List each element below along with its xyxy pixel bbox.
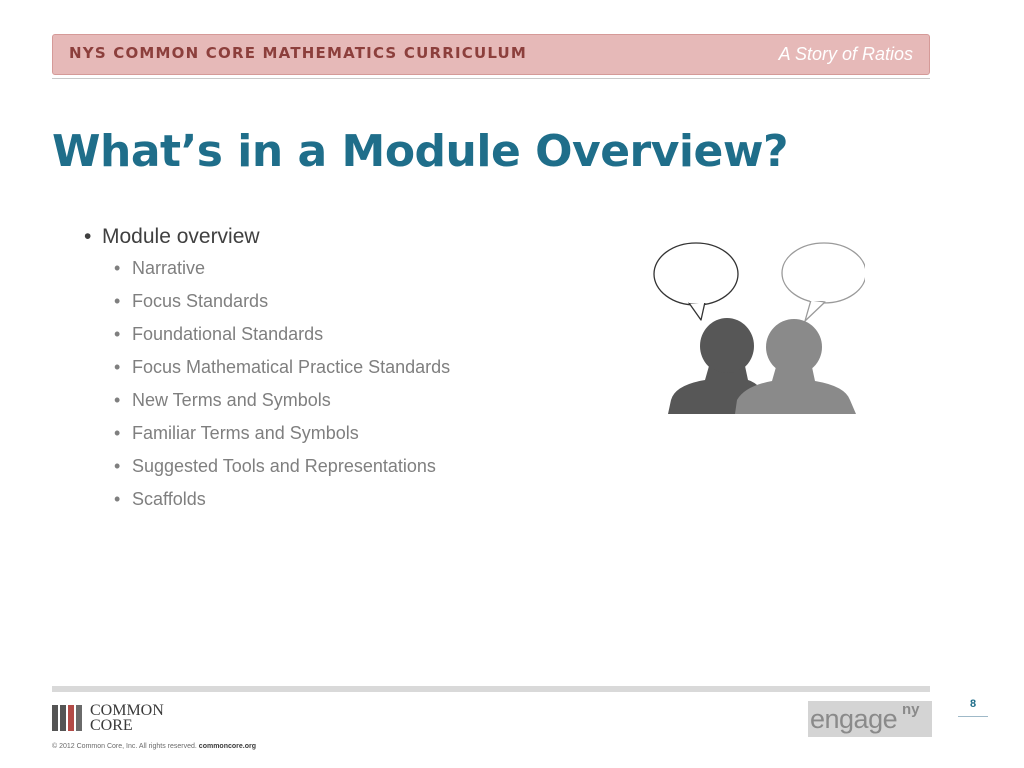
- engage-ny-logo: [808, 701, 932, 737]
- story-title: A Story of Ratios: [778, 44, 913, 64]
- bullet-list: [84, 222, 450, 516]
- slide-title: What’s in a Module Overview?: [52, 126, 789, 177]
- two-people-talking-icon: [645, 240, 865, 420]
- common-core-logo-icon: [52, 705, 84, 731]
- sub-bullet: [114, 318, 450, 351]
- sub-bullet: [114, 417, 450, 450]
- bullet-dot: •: [114, 423, 121, 443]
- page-number-underline: [958, 716, 988, 717]
- sub-bullet-label: Focus Standards: [132, 291, 269, 311]
- bullet-dot: •: [114, 291, 121, 311]
- bullet-label: Module overview: [102, 225, 260, 248]
- sub-bullet: [114, 252, 450, 285]
- curriculum-name: NYS COMMON CORE MATHEMATICS CURRICULUM: [69, 44, 528, 62]
- speech-bubble-right-icon: [782, 243, 865, 321]
- logo-line-2: CORE: [90, 717, 133, 734]
- sub-bullet: [114, 483, 450, 516]
- bullet-dot: •: [114, 357, 121, 377]
- sub-bullet-label: Focus Mathematical Practice Standards: [132, 357, 451, 377]
- sub-bullet: [114, 384, 450, 417]
- sub-bullet-label: Suggested Tools and Representations: [132, 456, 436, 476]
- sub-bullet-label: Narrative: [132, 258, 206, 278]
- common-core-logo-text: [90, 703, 164, 733]
- engage-logo-word: engage: [810, 704, 898, 734]
- sub-bullet: [114, 285, 450, 318]
- engage-logo-superscript: ny: [902, 701, 920, 718]
- sub-bullet-label: Foundational Standards: [132, 324, 324, 344]
- footer-divider: [52, 686, 930, 692]
- header-divider: [52, 78, 930, 79]
- person-light-icon: [735, 319, 856, 414]
- bullet-dot: •: [84, 225, 92, 248]
- header-bar: [52, 34, 930, 75]
- sub-bullet-label: Familiar Terms and Symbols: [132, 423, 359, 443]
- bullet-module-overview: [84, 222, 450, 252]
- page-number: 8: [969, 698, 977, 710]
- bullet-dot: •: [114, 258, 121, 278]
- sub-bullet-label: Scaffolds: [132, 489, 206, 509]
- copyright-notice: [52, 743, 256, 750]
- sub-bullet-label: New Terms and Symbols: [132, 390, 331, 410]
- bullet-dot: •: [114, 456, 121, 476]
- bullet-dot: •: [114, 390, 121, 410]
- bullet-dot: •: [114, 489, 121, 509]
- logo-line-1: COMMON: [90, 702, 164, 719]
- speech-bubble-left-icon: [654, 243, 738, 320]
- sub-bullet: [114, 351, 450, 384]
- sub-bullet: [114, 450, 450, 483]
- copyright-site: commoncore.org: [198, 743, 256, 750]
- copyright-text: © 2012 Common Core, Inc. All rights reserved.: [52, 743, 197, 750]
- bullet-dot: •: [114, 324, 121, 344]
